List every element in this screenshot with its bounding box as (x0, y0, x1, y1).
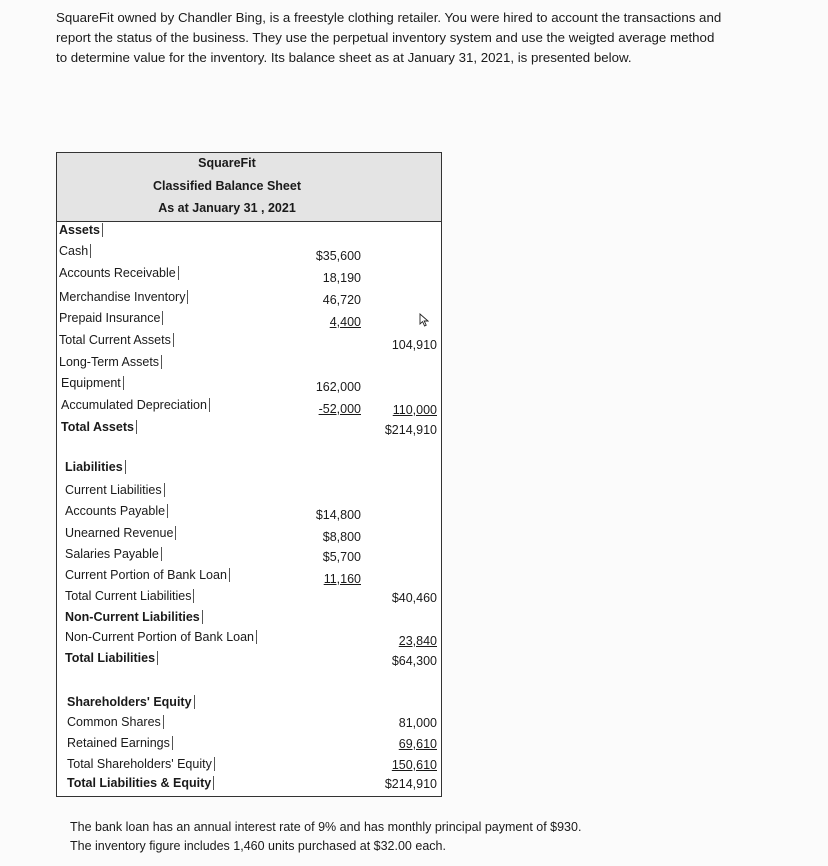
footnote-line: The inventory figure includes 1,460 units purchased at $32.00 each. (70, 839, 446, 853)
assets-heading: Assets (59, 223, 103, 237)
tca-value: 104,910 (391, 338, 437, 352)
ncl-label: Non-Current Liabilities (65, 610, 203, 624)
re-label: Retained Earnings (67, 736, 173, 750)
ncpbl-value: 23,840 (398, 634, 437, 648)
accdep-value: -52,000 (318, 402, 361, 416)
company-name: SquareFit (198, 156, 256, 170)
ar-value: 18,190 (322, 271, 361, 285)
equipment-value: 162,000 (315, 380, 361, 394)
sheet-date: As at January 31 , 2021 (158, 201, 296, 215)
equity-heading: Shareholders' Equity (67, 695, 195, 709)
sheet-header (57, 153, 441, 222)
ur-value: $8,800 (322, 530, 361, 544)
inventory-value: 46,720 (322, 293, 361, 307)
liabilities-heading: Liabilities (65, 460, 126, 474)
sp-value: $5,700 (322, 550, 361, 564)
ap-value: $14,800 (315, 508, 361, 522)
balance-sheet (56, 152, 442, 797)
accdep-label: Accumulated Depreciation (61, 398, 210, 412)
intro-line: report the status of the business. They use the perpetual inventory system and use the weigted average method (56, 30, 715, 45)
total-liabilities-label: Total Liabilities (65, 651, 158, 665)
prepaid-value: 4,400 (329, 315, 361, 329)
cpbl-label: Current Portion of Bank Loan (65, 568, 230, 582)
cash-value: $35,600 (315, 249, 361, 263)
ncpbl-label: Non-Current Portion of Bank Loan (65, 630, 257, 644)
intro-paragraph (56, 8, 776, 68)
prepaid-label: Prepaid Insurance (59, 311, 163, 325)
ap-label: Accounts Payable (65, 504, 168, 518)
cl-label: Current Liabilities (65, 483, 165, 497)
mouse-cursor-icon (419, 313, 429, 327)
re-value: 69,610 (398, 737, 437, 751)
cash-label: Cash (59, 244, 91, 258)
sp-label: Salaries Payable (65, 547, 162, 561)
cpbl-value: 11,160 (323, 572, 361, 586)
equipment-label: Equipment (61, 376, 124, 390)
cs-label: Common Shares (67, 715, 164, 729)
tcl-value: $40,460 (391, 591, 437, 605)
ar-label: Accounts Receivable (59, 266, 179, 280)
tle-value: $214,910 (384, 777, 437, 791)
inventory-label: Merchandise Inventory (59, 290, 188, 304)
footnote-line: The bank loan has an annual interest rate of 9% and has monthly principal payment of $930. (70, 820, 582, 834)
total-assets-value: $214,910 (384, 423, 437, 437)
lta-label: Long-Term Assets (59, 355, 162, 369)
total-liabilities-value: $64,300 (391, 654, 437, 668)
tle-label: Total Liabilities & Equity (67, 776, 214, 790)
net-lta-value: 110,000 (392, 403, 437, 417)
tse-label: Total Shareholders' Equity (67, 757, 215, 771)
footnote (70, 818, 581, 856)
intro-line: to determine value for the inventory. Its balance sheet as at January 31, 2021, is presented below. (56, 50, 632, 65)
ur-label: Unearned Revenue (65, 526, 176, 540)
intro-line: SquareFit owned by Chandler Bing, is a freestyle clothing retailer. You were hired to account the transactions and (56, 10, 722, 25)
tcl-label: Total Current Liabilities (65, 589, 194, 603)
cs-value: 81,000 (398, 716, 437, 730)
sheet-title: Classified Balance Sheet (153, 179, 301, 193)
tse-value: 150,610 (391, 758, 437, 772)
total-assets-label: Total Assets (61, 420, 137, 434)
tca-label: Total Current Assets (59, 333, 174, 347)
